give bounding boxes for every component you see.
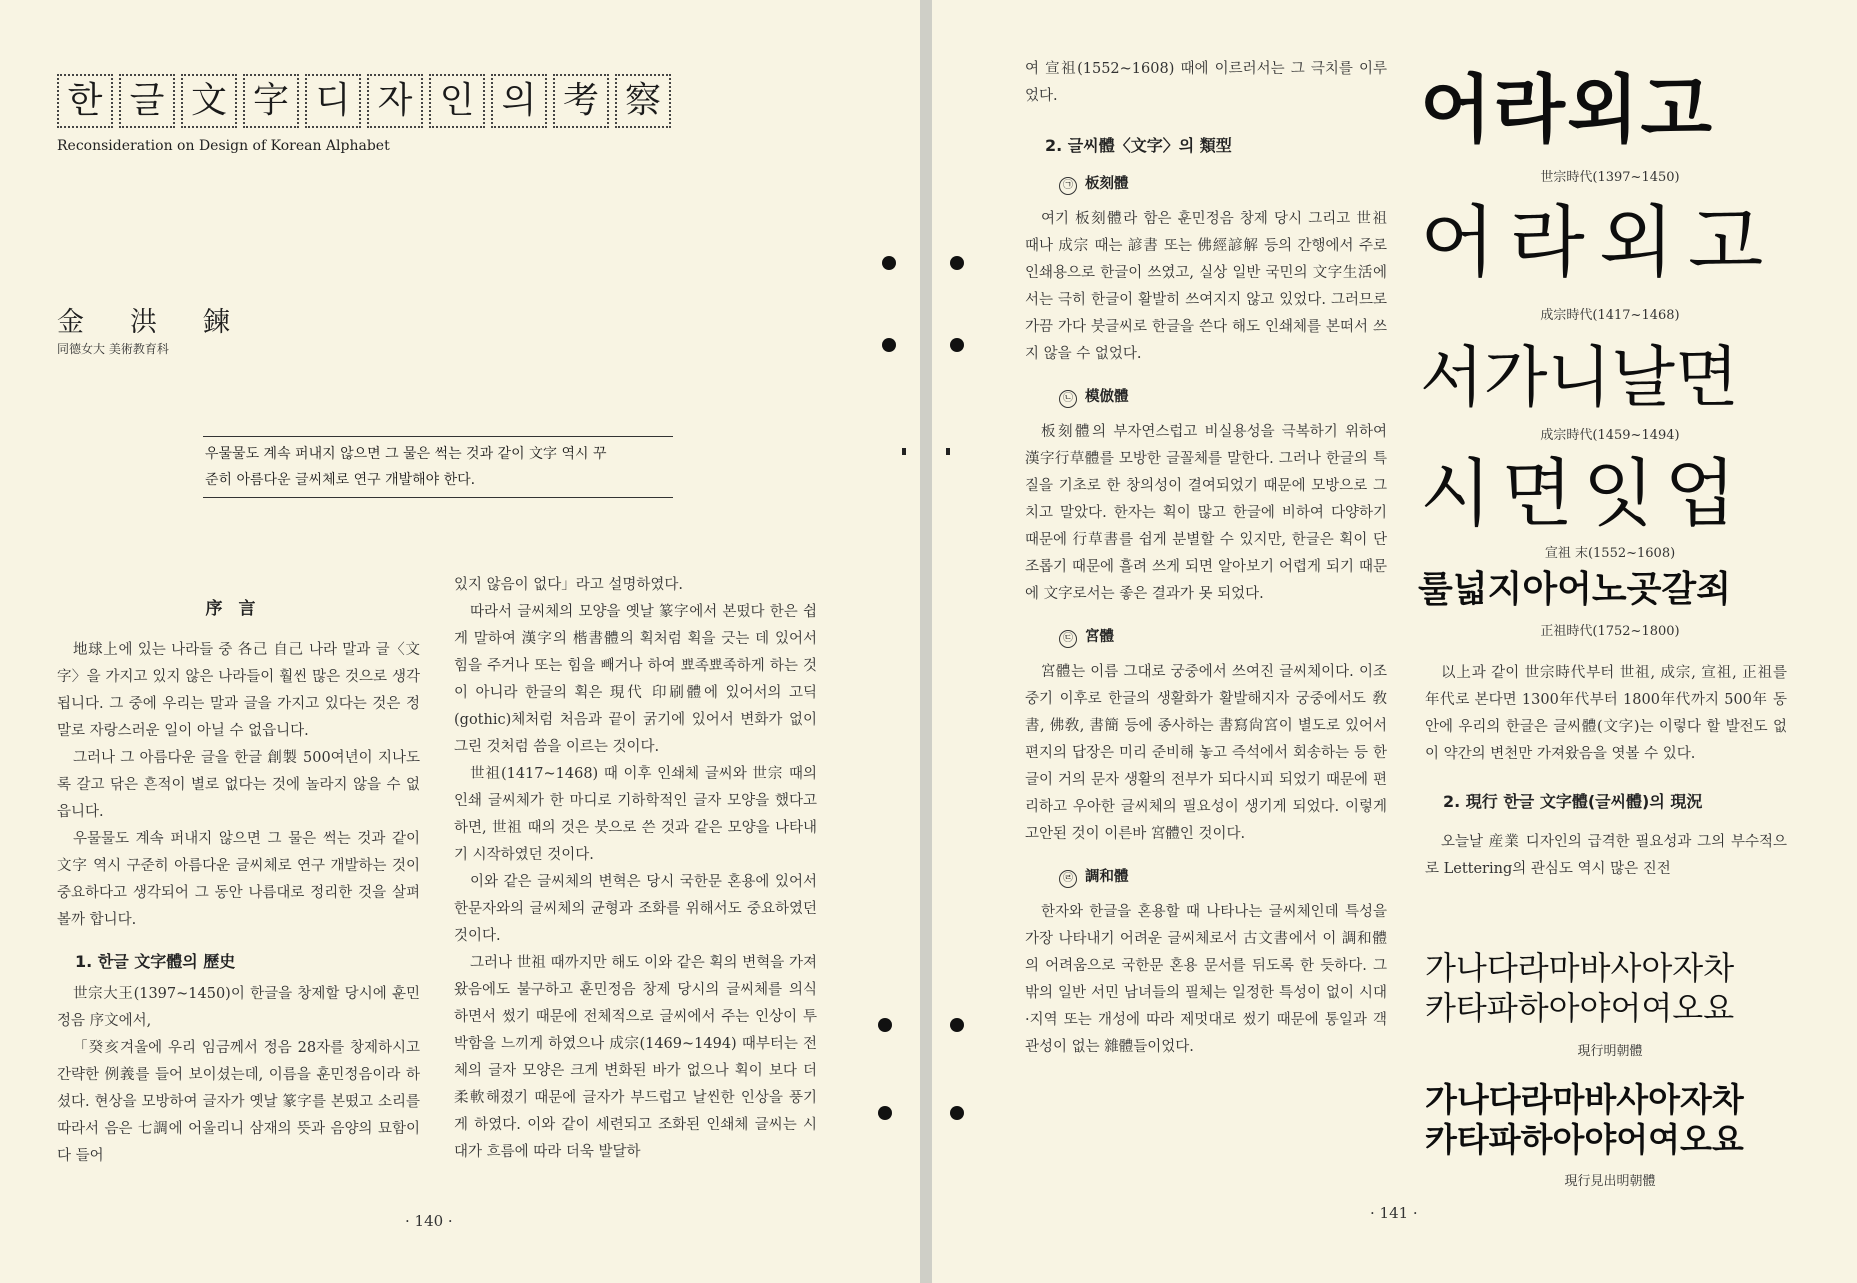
title-char: 字 [243,74,299,128]
specimen-caption: 正祖時代(1752~1800) [1540,624,1680,639]
title-char: 글 [119,74,175,128]
paragraph: 여 宣祖(1552~1608) 때에 이르러서는 그 극치를 이루었다. [1025,61,1387,104]
left-column-1 [57,596,420,1170]
headline-type-sample [1425,1080,1805,1160]
pull-quote-line: 준히 아름다운 글씨체로 연구 개발해야 한다. [205,472,476,488]
right-column-4 [1425,660,1787,883]
sample-caption: 現行明朝體 [1577,1044,1643,1059]
title-char: 의 [491,74,547,128]
specimen-caption: 成宗時代(1417~1468) [1540,308,1680,323]
subsection-heading [1059,624,1387,651]
subsection-heading [1059,171,1387,198]
article-subtitle: Reconsideration on Design of Korean Alphabet [57,138,390,154]
section-heading: 2. 글씨體〈文字〉의 類型 [1045,136,1232,155]
subsection-title: 模倣體 [1085,389,1129,405]
specimen-caption: 宣祖 末(1552~1608) [1544,546,1676,561]
page-number: · 140 · [405,1212,453,1230]
section-heading: 2. 現行 한글 文字體(글씨體)의 現況 [1443,792,1703,811]
binding-mark [946,448,950,455]
specimen-lettering: 어라외고 [1420,198,1778,288]
sample-line: 카타파하아야어여오요 [1425,989,1735,1027]
binding-hole [950,338,964,352]
author-name: 金洪鍊 [57,307,276,338]
title-char: 인 [429,74,485,128]
circled-marker: ㉢ [1059,630,1077,648]
binding-hole [882,338,896,352]
author-affiliation: 同德女大 美術教育科 [57,342,169,356]
paragraph: 「癸亥겨울에 우리 임금께서 정음 28자를 창제하시고 간략한 例義를 들어 보이셨는데, 이름을 훈민정음이라 하셨다. 현상을 모방하여 글자가 옛날 篆字를 본떴고 소리를 따라서 음은 七調에 어울리니 삼재의 뜻과 음양의 묘함이 다 들어 [57,1040,420,1164]
title-char: 文 [181,74,237,128]
paragraph: 오늘날 産業 디자인의 급격한 필요성과 그의 부수적으로 Lettering의 관심도 역시 많은 진전 [1425,834,1787,877]
paragraph: 世祖(1417~1468) 때 이후 인쇄체 글씨와 世宗 때의 인쇄 글씨체가 한 마디로 기하학적인 글자 모양을 했다고 하면, 世祖 때의 것은 붓으로 쓴 것과 같은 모양을 나타내기 시작하였던 것이다. [454,766,817,863]
paragraph: 宮體는 이름 그대로 궁중에서 쓰여진 글씨체이다. 이조 중기 이후로 한글의 생활화가 활발해지자 궁중에서도 敎書, 佛敎, 書簡 등에 종사하는 書寫尙宮이 별도로 있어서 편지의 답장은 미리 준비해 놓고 즉석에서 회송하는 등 한글이 거의 문자 생활의 전부가 되다시피 되었기 때문에 편리하고 우아한 글씨체의 필요성이 생기게 되었다. 이렇게 고안된 것이 이른바 宮體인 것이다. [1025,664,1387,842]
paragraph: 地球上에 있는 나라들 중 各己 自己 나라 말과 글〈文字〉을 가지고 있지 않은 나라들이 훨씬 많은 것으로 생각됩니다. 그 중에 우리는 말과 글을 가지고 있다는 것은 정말로 자랑스러운 일이 아닐 수 없읍니다. [57,642,420,739]
paragraph: 있지 않음이 없다」라고 설명하였다. [454,577,684,593]
left-column-2 [454,572,817,1166]
subsection-title: 宮體 [1085,629,1114,645]
preface-heading: 序言 [205,599,272,619]
subsection-title: 調和體 [1085,869,1129,885]
circled-marker: ㉠ [1059,177,1077,195]
specimen-caption: 成宗時代(1459~1494) [1540,428,1680,443]
circled-marker: ㉣ [1059,870,1077,888]
article-title [57,74,671,128]
pull-quote-line: 우물물도 계속 퍼내지 않으면 그 물은 썩는 것과 같이 文字 역시 꾸 [205,446,607,462]
title-char: 자 [367,74,423,128]
title-char: 考 [553,74,609,128]
binding-hole [950,1106,964,1120]
page-number: · 141 · [1370,1204,1418,1222]
binding-hole [878,1018,892,1032]
sample-line: 카타파하아야어여오요 [1425,1120,1744,1159]
specimen-lettering: 어라외고 [1420,67,1714,153]
modern-type-sample [1425,948,1805,1028]
left-page [0,0,920,1283]
title-char: 디 [305,74,361,128]
page-gutter [920,0,932,1283]
binding-hole [882,256,896,270]
subsection-title: 板刻體 [1085,176,1129,192]
paragraph: 板刻體의 부자연스럽고 비실용성을 극복하기 위하여 漢字行草體를 모방한 글꼴체를 말한다. 그러나 한글의 특질을 기초로 한 창의성이 결여되었기 때문에 모방으로 그치고 말았다. 한자는 획이 많고 한글에 비하여 다양하기 때문에 行草書를 쉽게 분별할 수 있지만, 한글은 획이 단조롭기 때문에 흘려 쓰게 되면 알아보기 어렵게 되기 때문에 文字로서는 좋은 결과가 못 되었다. [1025,424,1387,602]
title-char: 한 [57,74,113,128]
specimen-caption: 世宗時代(1397~1450) [1540,170,1680,185]
paragraph: 우물물도 계속 퍼내지 않으면 그 물은 썩는 것과 같이 文字 역시 구준히 아름다운 글씨체로 연구 개발하는 것이 중요하다고 생각되어 그 동안 나름대로 정리한 것을 살펴볼까 합니다. [57,831,420,928]
binding-hole [950,256,964,270]
paragraph: 여기 板刻體라 함은 훈민정음 창제 당시 그리고 世祖 때나 成宗 때는 諺書 또는 佛經諺解 등의 간행에서 주로 인쇄용으로 한글이 쓰였고, 실상 일반 국민의 文字生活에서는 극히 한글이 활발히 쓰여지지 않고 있었다. 그러므로 가끔 가다 붓글씨로 한글을 쓴다 해도 인쇄체를 본떠서 쓰지 않을 수 없었다. [1025,211,1387,362]
binding-hole [878,1106,892,1120]
paragraph: 그러나 그 아름다운 글을 한글 創製 500여년이 지나도록 갈고 닦은 흔적이 별로 없다는 것에 놀라지 않을 수 없읍니다. [57,750,420,820]
title-char: 察 [615,74,671,128]
paragraph: 따라서 글씨체의 모양을 옛날 篆字에서 본떴다 한은 쉽게 말하여 漢字의 楷書體의 획처럼 획을 긋는 데 있어서 힘을 주거나 또는 힘을 빼거나 하여 뾰족뾰족하게 하는 것이 아니라 한글의 획은 現代 印刷體에 있어서의 고딕(gothic)체처럼 처음과 끝이 굵기에 있어서 변화가 없이 그린 것처럼 씀을 이르는 것이다. [454,604,817,755]
paragraph: 世宗大王(1397~1450)이 한글을 창제할 당시에 훈민정음 序文에서, [57,986,420,1029]
subsection-heading [1059,384,1387,411]
subsection-heading [1059,864,1387,891]
paragraph: 한자와 한글을 혼용할 때 나타나는 글씨체인데 특성을 가장 나타내기 어려운 글씨체로서 古文書에서 이 調和體의 어려움으로 국한문 혼용 문서를 뒤도록 한 듯하다. 그 밖의 일반 서민 남녀들의 필체는 일정한 특성이 없이 시대·지역 또는 개성에 따라 제멋대로 썼기 때문에 통일과 객관성이 없는 雜體들이었다. [1025,904,1387,1055]
paragraph: 이와 같은 글씨체의 변혁은 당시 국한문 혼용에 있어서 한문자와의 글씨체의 균형과 조화를 위해서도 중요하였던 것이다. [454,874,817,944]
circled-marker: ㉡ [1059,390,1077,408]
sample-line: 가나다라마바사아자차 [1425,1080,1744,1119]
paragraph: 그러나 世祖 때까지만 해도 이와 같은 획의 변혁을 가져왔음에도 불구하고 훈민정음 창제 당시의 글씨체를 의식하면서 썼기 때문에 전체적으로 글씨에서 주는 인상이 투박함을 느끼게 하였으나 成宗(1469~1494) 때부터는 전체의 글자 모양은 크게 변화된 바가 없으나 획이 보다 더 柔軟해졌기 때문에 글자가 부드럽고 날씬한 인상을 풍기게 하였다. 이와 같이 세련되고 조화된 인쇄체 글씨는 시대가 흐름에 따라 더욱 발달하 [454,955,817,1160]
binding-mark [902,448,906,455]
specimen-lettering: 서가니날면 [1420,339,1739,416]
specimen-lettering: 룰넓지아어노곳갈죄 [1418,569,1731,610]
section-heading: 1. 한글 文字體의 歷史 [75,952,236,971]
sample-line: 가나다라마바사아자차 [1425,949,1735,987]
specimen-lettering: 시면잇업 [1420,451,1746,537]
paragraph: 以上과 같이 世宗時代부터 世祖, 成宗, 宣祖, 正祖를 年代로 본다면 1300年代부터 1800年代까지 500年 동안에 우리의 한글은 글씨體(文字)는 이렇다 할 발전도 없이 약간의 변천만 가져왔음을 엿볼 수 있다. [1425,665,1787,762]
sample-caption: 現行見出明朝體 [1564,1174,1656,1189]
right-column-3 [1025,56,1387,1061]
pull-quote [203,436,673,498]
binding-hole [950,1018,964,1032]
